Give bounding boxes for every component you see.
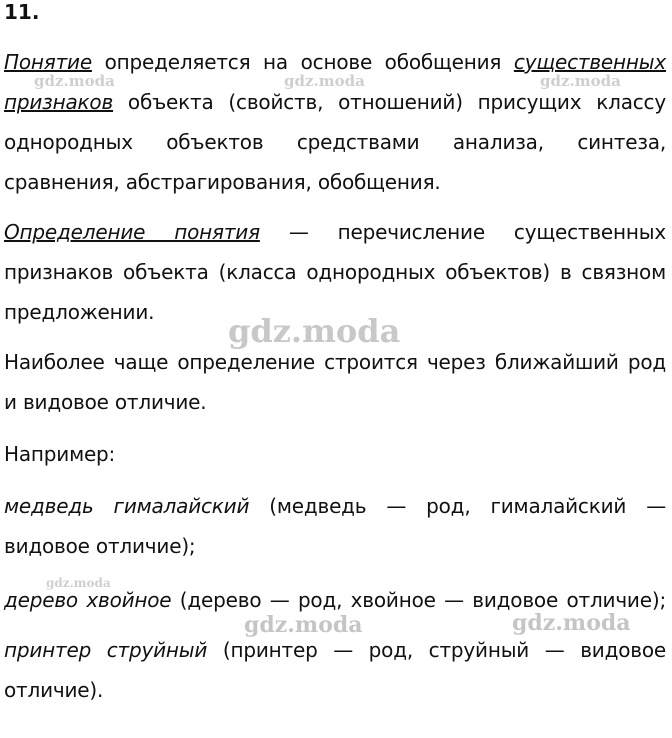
line-last: предложении. xyxy=(4,300,155,324)
line xyxy=(4,486,666,526)
text: (принтер — род, струйный — видовое xyxy=(207,638,666,662)
watermark: gdz.moda xyxy=(540,72,621,90)
line: признаков объекта (класса однородных объектов) в связном xyxy=(4,260,666,284)
watermark: gdz.moda xyxy=(34,72,115,90)
term-features: признаков xyxy=(4,90,114,114)
line xyxy=(4,580,666,620)
task-number: 11. xyxy=(4,0,40,24)
line: однородных объектов средствами анализа, синтеза, xyxy=(4,130,666,154)
term-definition: Определение понятия xyxy=(4,220,260,244)
line-last: отличие). xyxy=(4,678,104,702)
term-bear: медведь гималайский xyxy=(4,494,250,518)
term-essential: существенных xyxy=(513,50,666,74)
line xyxy=(4,42,666,82)
term-tree: дерево хвойное xyxy=(4,588,172,612)
line-last: сравнения, абстрагирования, обобщения. xyxy=(4,170,441,194)
line-last: и видовое отличие. xyxy=(4,390,207,414)
example-bear xyxy=(4,486,666,566)
line xyxy=(4,82,666,122)
example-tree xyxy=(4,580,666,620)
text: — перечисление существенных xyxy=(259,220,667,244)
term-concept: Понятие xyxy=(4,50,92,74)
watermark: gdz.moda xyxy=(284,72,365,90)
line-last: видовое отличие); xyxy=(4,534,196,558)
text: определяется на основе обобщения xyxy=(91,50,514,74)
line xyxy=(4,630,666,670)
paragraph-example-heading xyxy=(4,434,666,474)
line: Наиболее чаще определение строится через ближайший род xyxy=(4,350,666,374)
line xyxy=(4,212,666,252)
text: объекта (свойств, отношений) присущих классу xyxy=(113,90,666,114)
paragraph-genus xyxy=(4,342,666,422)
watermark: gdz.moda xyxy=(228,312,401,350)
text: (медведь — род, гималайский — xyxy=(249,494,666,518)
watermark: gdz.moda xyxy=(244,612,363,638)
watermark: gdz.moda xyxy=(46,576,111,590)
paragraph-definition xyxy=(4,212,666,332)
text: (дерево — род, хвойное — видовое отличие); xyxy=(171,588,666,612)
example-printer xyxy=(4,630,666,710)
term-printer: принтер струйный xyxy=(4,638,208,662)
paragraph-concept xyxy=(4,42,666,202)
watermark: gdz.moda xyxy=(512,610,631,636)
line: Например: xyxy=(4,442,116,466)
